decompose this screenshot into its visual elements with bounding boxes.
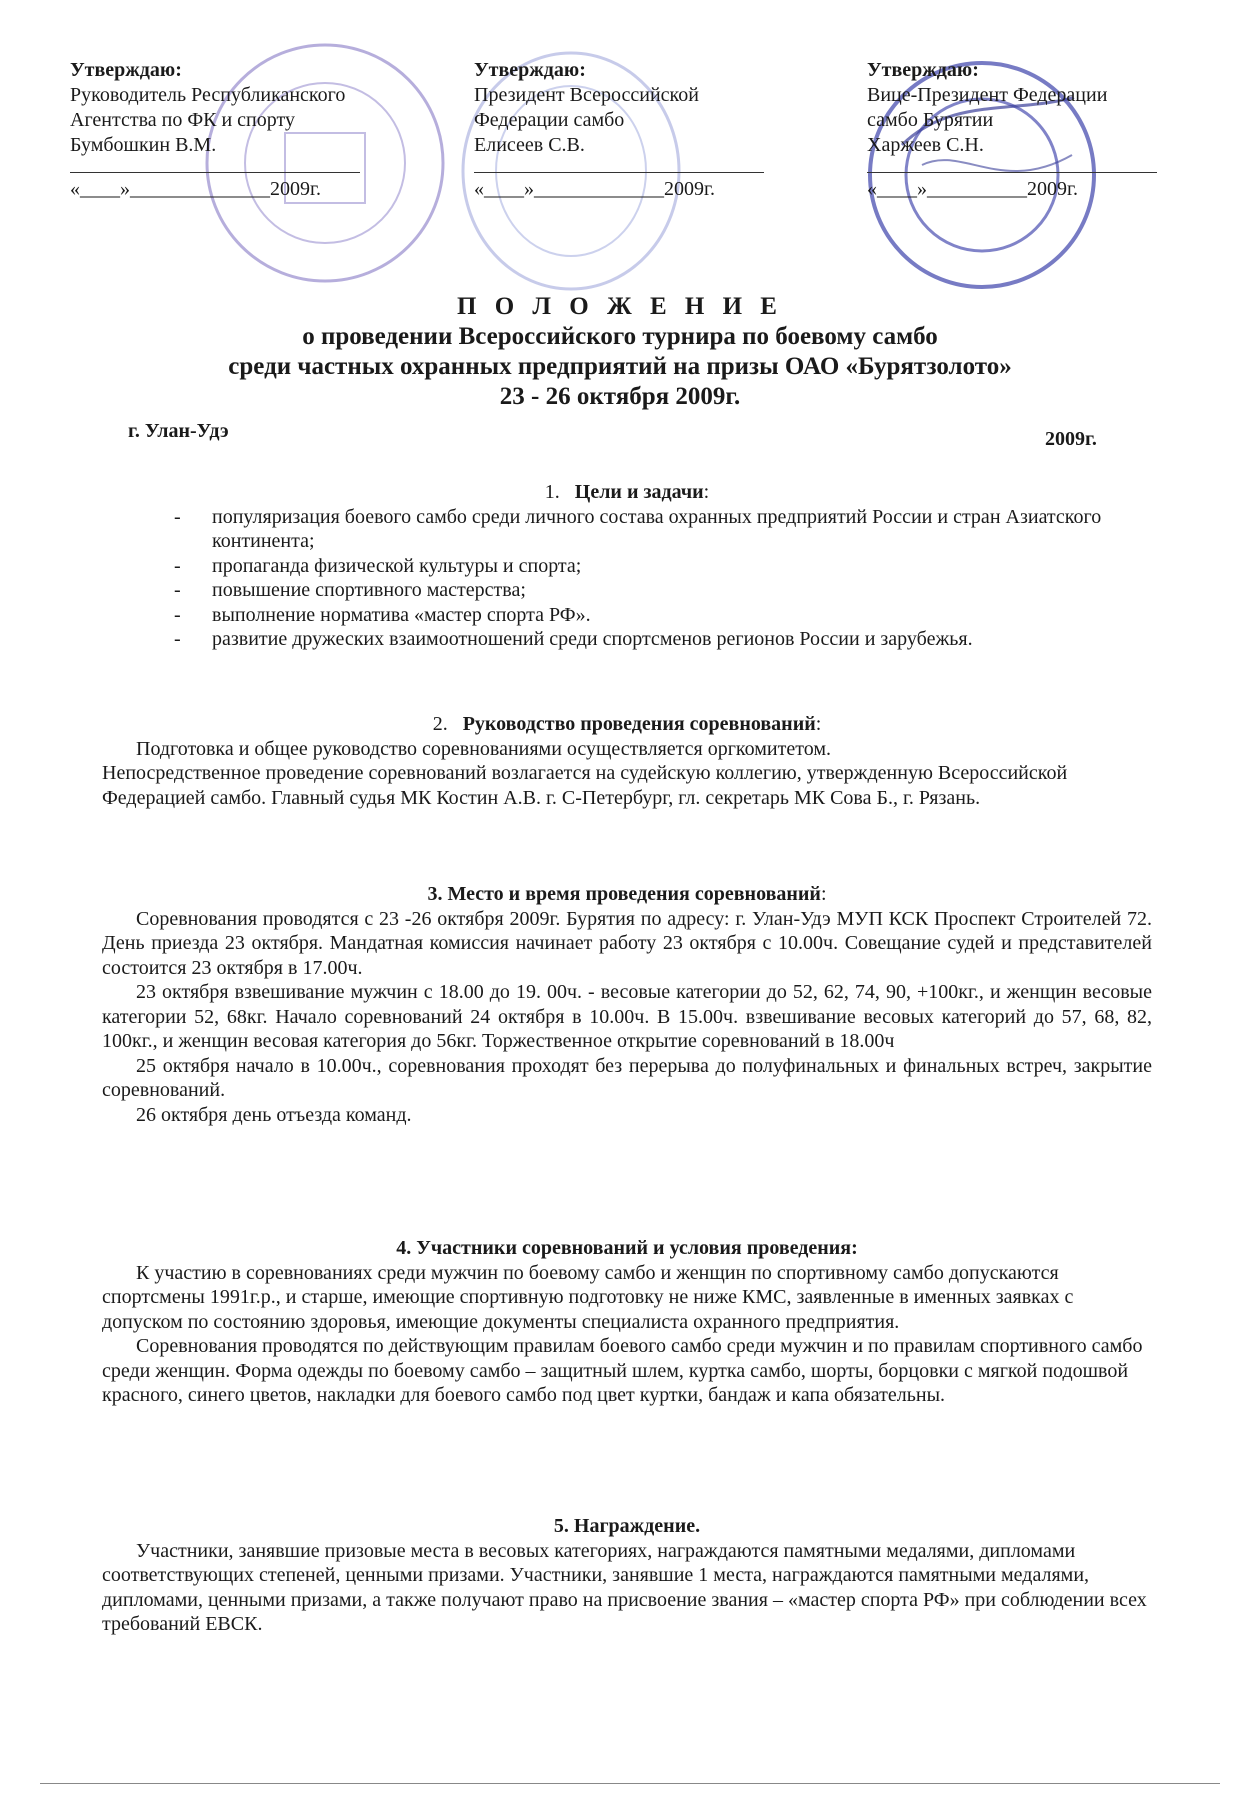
section-heading: 2. Руководство проведения соревнований: — [432, 713, 822, 735]
title-dates: 23 - 26 октября 2009г. — [499, 383, 741, 410]
paragraph: Непосредственное проведение соревнований возлагается на судейскую коллегию, утвержденную Всероссийской Федерацией самбо. Главный судья МК Костин А.В. г. С-Петербург, гл. секретарь МК Сова Б., г. Рязань. — [102, 762, 1068, 809]
title-subline: о проведении Всероссийского турнира по боевому самбо — [302, 323, 938, 350]
section-participants — [102, 1236, 1152, 1408]
approval-block-agency — [70, 58, 370, 202]
paragraph: Соревнования проводятся по действующим правилам боевого самбо среди мужчин и по правилам спортивного самбо среди женщин. Форма одежды по боевому самбо – защитный шлем, куртка самбо, шорты, борцовки с мягкой подошвой красного, синего цветов, накладки для боевого самбо под цвет куртки, бандаж и капа обязательны. — [102, 1335, 1143, 1406]
list-item: - повышение спортивного мастерства; — [174, 578, 1152, 603]
approval-date: «____»______________2009г. — [70, 178, 321, 200]
document-title — [0, 292, 1240, 412]
section-heading: 4. Участники соревнований и условия проведения: — [396, 1237, 858, 1259]
section-heading: 3. Место и время проведения соревнований: — [427, 883, 827, 905]
approval-line: Руководитель Республиканского — [70, 84, 346, 106]
approval-line: Федерации самбо — [474, 109, 625, 131]
approval-block-federation — [474, 58, 774, 202]
paragraph: 26 октября день отъезда команд. — [136, 1103, 412, 1126]
list-item: - пропаганда физической культуры и спорта; — [174, 554, 1152, 579]
approval-line: Елисеев С.В. — [474, 134, 585, 156]
city-label: г. Улан-Удэ — [128, 420, 229, 442]
approval-line: Президент Всероссийской — [474, 84, 699, 106]
page-edge-line — [40, 1783, 1220, 1784]
approval-line: Харжеев С.Н. — [867, 134, 984, 156]
title-heading: П О Л О Ж Е Н И Е — [457, 293, 783, 320]
list-item: - выполнение норматива «мастер спорта РФ». — [174, 603, 1152, 628]
approval-header: Утверждаю: — [70, 59, 182, 81]
section-management — [102, 712, 1152, 810]
goals-list — [102, 505, 1152, 652]
approval-block-buryatia — [867, 58, 1167, 202]
paragraph: Соревнования проводятся с 23 -26 октября 2009г. Бурятия по адресу: г. Улан-Удэ МУП КСК Проспект Строителей 72. День приезда 23 октября. Мандатная комиссия начинает работу 23 октября с 10.00ч. Совещание судей и представителей состоится 23 октября в 17.00ч. — [102, 907, 1152, 979]
approval-line: самбо Бурятии — [867, 109, 994, 131]
title-subline: среди частных охранных предприятий на призы ОАО «Бурятзолото» — [228, 353, 1012, 380]
approval-date: «____»__________2009г. — [867, 178, 1078, 200]
section-place-time — [102, 882, 1152, 1127]
paragraph: 25 октября начало в 10.00ч., соревнования проходят без перерыва до полуфинальных и финальных встреч, закрытие соревнований. — [102, 1054, 1152, 1101]
signature-line — [70, 158, 360, 173]
list-item: - популяризация боевого самбо среди личного состава охранных предприятий России и стран Азиатского континента; — [174, 505, 1152, 554]
section-goals — [102, 480, 1152, 652]
year-label: 2009г. — [1045, 428, 1097, 450]
paragraph: Подготовка и общее руководство соревнованиями осуществляется оргкомитетом. — [136, 737, 831, 760]
section-awards — [102, 1514, 1152, 1637]
paragraph: Участники, занявшие призовые места в весовых категориях, награждаются памятными медалями, дипломами соответствующих степеней, ценными призами. Участники, занявшие 1 места, награждаются памятными медалями, дипломами, ценными призами, а также получают право на присвоение звания – «мастер спорта РФ» при соблюдении всех требований ЕВСК. — [102, 1539, 1147, 1635]
approval-line: Вице-Президент Федерации — [867, 84, 1108, 106]
section-heading: 5. Награждение. — [553, 1515, 701, 1537]
section-heading: 1. Цели и задачи: — [544, 481, 710, 503]
paragraph: К участию в соревнованиях среди мужчин по боевому самбо и женщин по спортивному самбо допускаются спортсмены 1991г.р., и старше, имеющие спортивную подготовку не ниже КМС, заявленные в именных заявках с допуском по состоянию здоровья, имеющие документы специалиста охранного предприятия. — [102, 1261, 1074, 1333]
paragraph: 23 октября взвешивание мужчин с 18.00 до 19. 00ч. - весовые категории до 52, 62, 74, 90, +100кг., и женщин весовые категории 52, 68кг. Начало соревнований 24 октября в 10.00ч. В 15.00ч. взвешивание весовых категорий до 57, 68, 82, 100кг., и женщин весовая категория до 56кг. Торжественное открытие соревнований в 18.00ч — [102, 981, 1152, 1052]
signature-line — [474, 158, 764, 173]
approval-line: Бумбошкин В.М. — [70, 134, 217, 156]
approval-line: Агентства по ФК и спорту — [70, 109, 295, 131]
approval-date: «____»_____________2009г. — [474, 178, 715, 200]
approval-header: Утверждаю: — [867, 59, 979, 81]
approval-header: Утверждаю: — [474, 59, 586, 81]
list-item: - развитие дружеских взаимоотношений среди спортсменов регионов России и зарубежья. — [174, 627, 1152, 652]
signature-line — [867, 158, 1157, 173]
